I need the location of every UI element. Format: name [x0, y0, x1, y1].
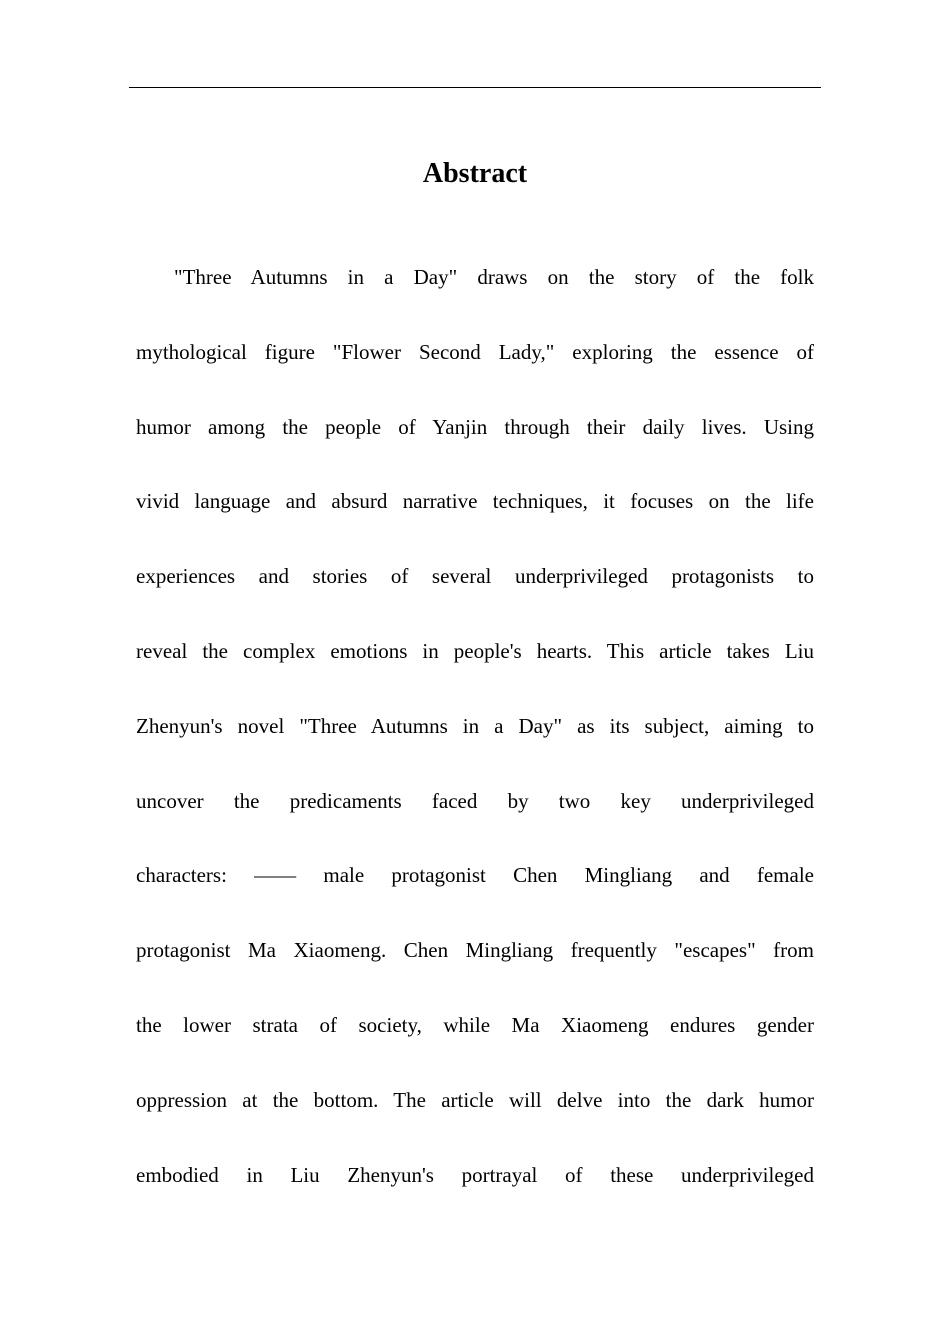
- abstract-line: protagonist Ma Xiaomeng. Chen Mingliang frequently "escapes" from: [136, 938, 814, 963]
- header-rule: [129, 87, 821, 88]
- abstract-line: characters: —— male protagonist Chen Mingliang and female: [136, 863, 814, 888]
- abstract-title: Abstract: [422, 158, 528, 189]
- abstract-line: oppression at the bottom. The article will delve into the dark humor: [136, 1087, 814, 1112]
- abstract-line: the lower strata of society, while Ma Xiaomeng endures gender: [136, 1012, 814, 1037]
- abstract-line: reveal the complex emotions in people's hearts. This article takes Liu: [136, 638, 814, 663]
- abstract-body: [136, 258, 814, 1230]
- abstract-line: humor among the people of Yanjin through their daily lives. Using: [136, 414, 814, 439]
- abstract-line: uncover the predicaments faced by two key underprivileged: [136, 788, 814, 813]
- abstract-line: Zhenyun's novel "Three Autumns in a Day" as its subject, aiming to: [136, 713, 814, 738]
- abstract-line: experiences and stories of several underprivileged protagonists to: [136, 564, 814, 589]
- abstract-line: embodied in Liu Zhenyun's portrayal of these underprivileged: [136, 1162, 814, 1187]
- abstract-line: "Three Autumns in a Day" draws on the story of the folk: [174, 265, 814, 289]
- abstract-line: vivid language and absurd narrative techniques, it focuses on the life: [136, 489, 814, 514]
- abstract-line: mythological figure "Flower Second Lady," exploring the essence of: [136, 339, 814, 364]
